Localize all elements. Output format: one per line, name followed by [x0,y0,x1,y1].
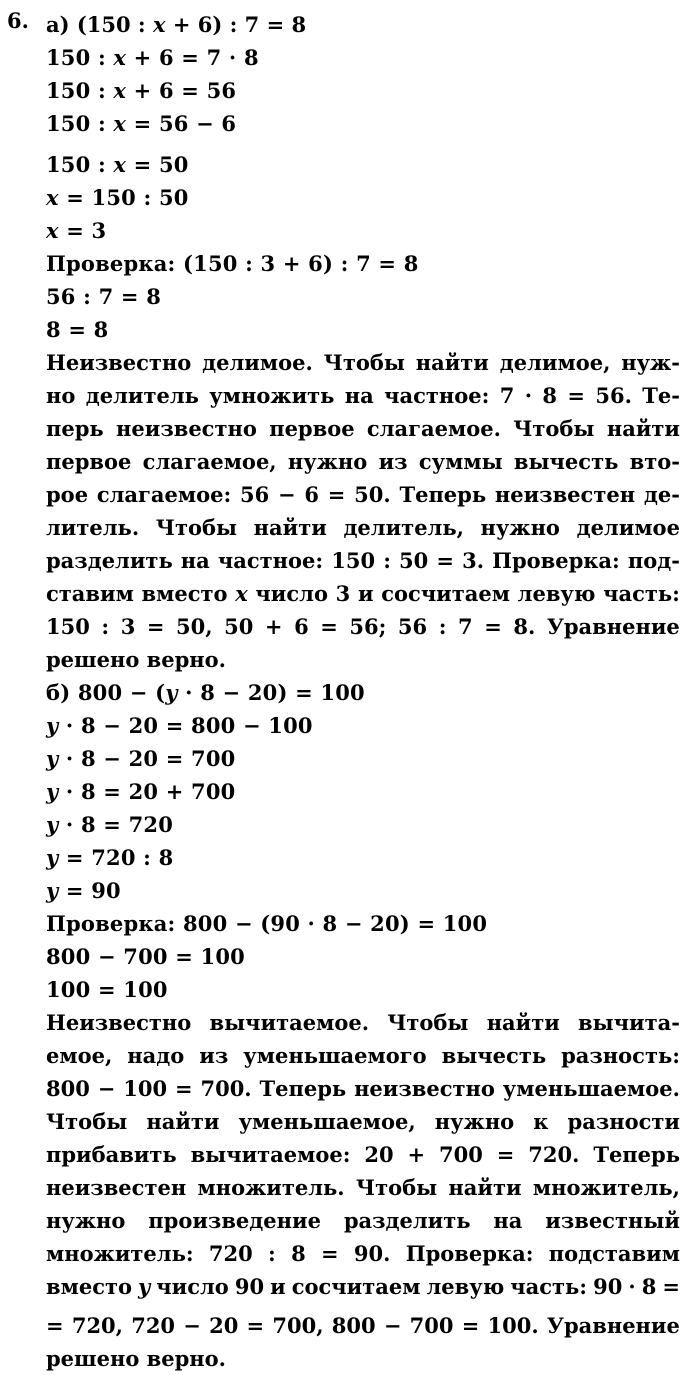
equation-line: 150 : x = 50 [46,152,189,177]
equation-line: y · 8 − 20 = 700 [46,746,236,771]
equation-line: 150 : x + 6 = 56 [46,78,237,103]
equation-line: x = 3 [46,218,107,243]
equation-line: 8 = 8 [46,317,109,342]
equation-line: а) (150 : x + 6) : 7 = 8 [46,12,307,37]
equation-line: 150 : x = 56 − 6 [46,111,237,136]
explanation-line: прибавить вычитаемое: 20 + 700 = 720. Теперь [46,1142,680,1167]
explanation-line: первое слагаемое, нужно из суммы вычесть вто- [46,449,680,474]
equation-line: x = 150 : 50 [46,185,189,210]
explanation-line: перь неизвестно первое слагаемое. Чтобы найти [46,416,680,441]
equation-line: y = 720 : 8 [46,845,174,870]
equation-line: 100 = 100 [46,977,168,1002]
equation-line: б) 800 − (y · 8 − 20) = 100 [46,680,365,705]
explanation-line: решено верно. [46,647,226,672]
explanation-line: но делитель умножить на частное: 7 · 8 = 56. Те- [46,383,680,408]
explanation-line: Неизвестно делимое. Чтобы найти делимое, нуж- [46,350,680,375]
explanation-line: Неизвестно вычитаемое. Чтобы найти вычита- [46,1010,680,1035]
explanation-line: 800 − 100 = 700. Теперь неизвестно уменьшаемое. [46,1076,680,1101]
equation-line: Проверка: 800 − (90 · 8 − 20) = 100 [46,911,488,936]
explanation-line: ставим вместо x число 3 и сосчитаем левую часть: [46,581,680,606]
equation-line: 56 : 7 = 8 [46,284,162,309]
explanation-line: емое, надо из уменьшаемого вычесть разность: [46,1043,680,1068]
explanation-line: неизвестен множитель. Чтобы найти множитель, [46,1175,680,1200]
explanation-line: решено верно. [46,1346,226,1371]
explanation-line: Чтобы найти уменьшаемое, нужно к разности [46,1109,680,1134]
explanation-line: 150 : 3 = 50, 50 + 6 = 56; 56 : 7 = 8. Уравнение [46,614,680,639]
equation-line: y · 8 = 720 [46,812,174,837]
explanation-line: множитель: 720 : 8 = 90. Проверка: подставим [46,1241,680,1266]
explanation-line: = 720, 720 − 20 = 700, 800 − 700 = 100. Уравнение [46,1313,680,1338]
equation-line: y = 90 [46,878,121,903]
explanation-line: нужно произведение разделить на известный [46,1208,680,1233]
equation-line: 800 − 700 = 100 [46,944,245,969]
equation-line: 150 : x + 6 = 7 · 8 [46,45,259,70]
equation-line: y · 8 − 20 = 800 − 100 [46,713,313,738]
explanation-line: литель. Чтобы найти делитель, нужно делимое [46,515,680,540]
explanation-line: рое слагаемое: 56 − 6 = 50. Теперь неизвестен де- [46,482,680,507]
solution-content [46,8,682,1375]
explanation-line: разделить на частное: 150 : 50 = 3. Проверка: под- [46,548,680,573]
equation-line: Проверка: (150 : 3 + 6) : 7 = 8 [46,251,419,276]
task-number: 6. [7,8,29,33]
equation-line: y · 8 = 20 + 700 [46,779,236,804]
explanation-line: вместо y число 90 и сосчитаем левую часть: 90 · 8 = [46,1274,680,1299]
